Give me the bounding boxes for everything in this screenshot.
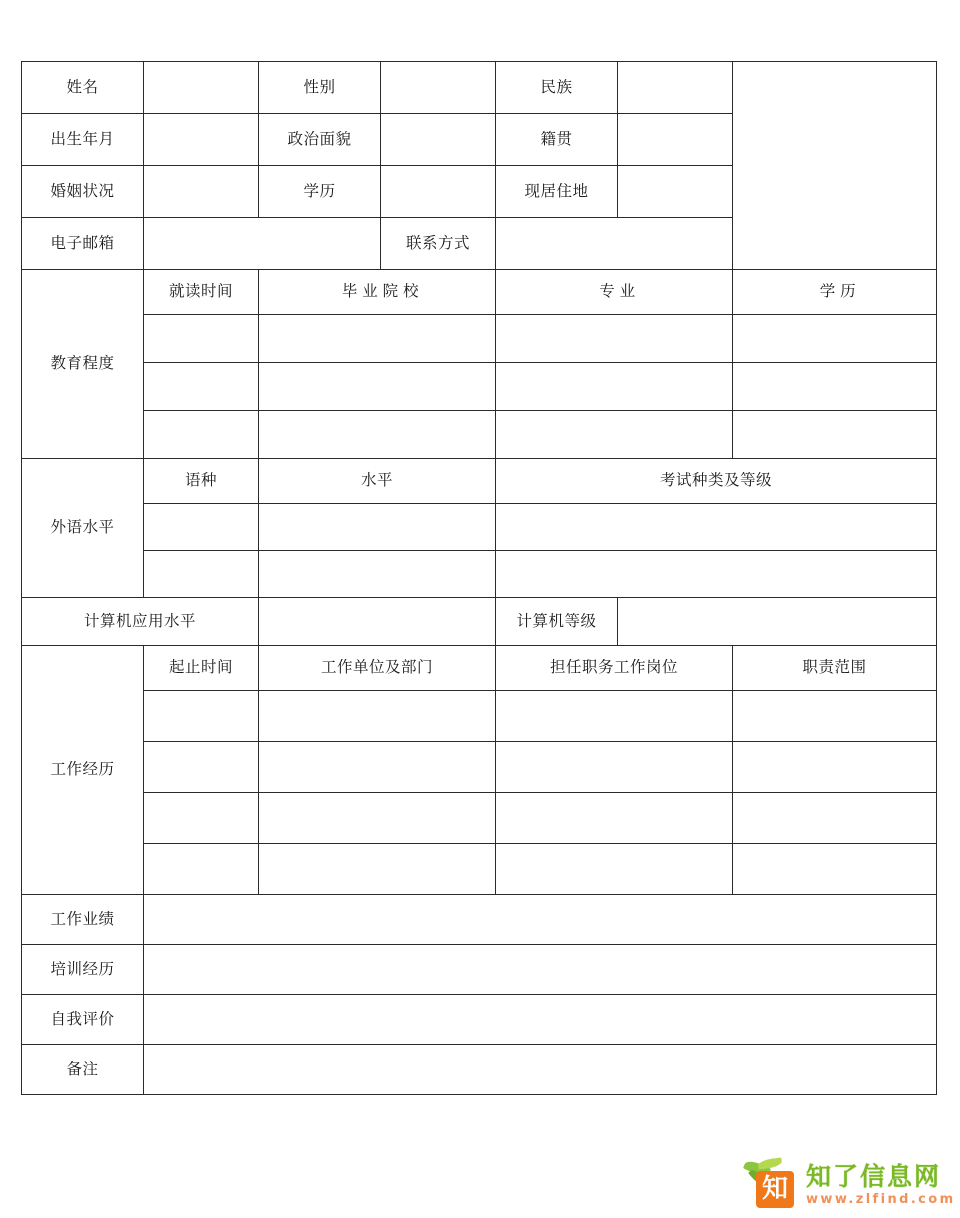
site-watermark xyxy=(742,1158,956,1212)
field-language-exam[interactable] xyxy=(496,551,937,598)
label-remarks: 备注 xyxy=(22,1045,144,1095)
row-remarks xyxy=(22,1045,937,1095)
row-achievements xyxy=(22,895,937,945)
header-education-period: 就读时间 xyxy=(144,270,259,315)
field-education-school[interactable] xyxy=(259,411,496,459)
row-work-headers xyxy=(22,646,937,691)
label-achievements: 工作业绩 xyxy=(22,895,144,945)
label-marital-status: 婚姻状况 xyxy=(22,166,144,218)
field-education-major[interactable] xyxy=(496,315,733,363)
field-name[interactable] xyxy=(144,62,259,114)
field-education-major[interactable] xyxy=(496,411,733,459)
field-education-degree[interactable] xyxy=(733,411,937,459)
field-residence[interactable] xyxy=(618,166,733,218)
label-gender: 性别 xyxy=(259,62,381,114)
logo-badge xyxy=(756,1171,794,1208)
field-work-period[interactable] xyxy=(144,844,259,895)
header-education-school: 毕 业 院 校 xyxy=(259,270,496,315)
watermark-text xyxy=(806,1164,956,1206)
field-work-position[interactable] xyxy=(496,691,733,742)
field-marital-status[interactable] xyxy=(144,166,259,218)
row-language-entry xyxy=(22,551,937,598)
field-language-exam[interactable] xyxy=(496,504,937,551)
label-computer-skill: 计算机应用水平 xyxy=(22,598,259,646)
field-birth-date[interactable] xyxy=(144,114,259,166)
section-label-education: 教育程度 xyxy=(22,270,144,459)
section-label-language: 外语水平 xyxy=(22,459,144,598)
zhiliao-logo-icon xyxy=(742,1159,802,1211)
row-education-entry xyxy=(22,411,937,459)
field-work-duties[interactable] xyxy=(733,793,937,844)
field-self-evaluation[interactable] xyxy=(144,995,937,1045)
field-work-period[interactable] xyxy=(144,793,259,844)
field-ethnicity[interactable] xyxy=(618,62,733,114)
row-education-headers xyxy=(22,270,937,315)
row-computer-skills xyxy=(22,598,937,646)
field-achievements[interactable] xyxy=(144,895,937,945)
row-self-evaluation xyxy=(22,995,937,1045)
field-work-employer[interactable] xyxy=(259,742,496,793)
field-education-period[interactable] xyxy=(144,315,259,363)
section-label-work: 工作经历 xyxy=(22,646,144,895)
field-education-period[interactable] xyxy=(144,363,259,411)
field-work-position[interactable] xyxy=(496,742,733,793)
field-work-duties[interactable] xyxy=(733,742,937,793)
field-language-type[interactable] xyxy=(144,551,259,598)
field-remarks[interactable] xyxy=(144,1045,937,1095)
field-education-degree[interactable] xyxy=(733,315,937,363)
label-birth-date: 出生年月 xyxy=(22,114,144,166)
field-education-level[interactable] xyxy=(381,166,496,218)
row-language-entry xyxy=(22,504,937,551)
row-work-entry xyxy=(22,844,937,895)
field-work-employer[interactable] xyxy=(259,844,496,895)
logo-badge-char: 知 xyxy=(761,1174,788,1204)
field-political-status[interactable] xyxy=(381,114,496,166)
label-residence: 现居住地 xyxy=(496,166,618,218)
header-work-period: 起止时间 xyxy=(144,646,259,691)
row-work-entry xyxy=(22,742,937,793)
row-work-entry xyxy=(22,691,937,742)
site-url: www.zlfind.com xyxy=(806,1192,956,1207)
field-language-level[interactable] xyxy=(259,551,496,598)
row-language-headers xyxy=(22,459,937,504)
field-photo[interactable] xyxy=(733,62,937,270)
label-name: 姓名 xyxy=(22,62,144,114)
field-work-duties[interactable] xyxy=(733,691,937,742)
field-language-type[interactable] xyxy=(144,504,259,551)
label-self-evaluation: 自我评价 xyxy=(22,995,144,1045)
header-language-exam: 考试种类及等级 xyxy=(496,459,937,504)
header-education-major: 专 业 xyxy=(496,270,733,315)
header-work-position: 担任职务工作岗位 xyxy=(496,646,733,691)
row-training xyxy=(22,945,937,995)
field-work-employer[interactable] xyxy=(259,793,496,844)
field-work-employer[interactable] xyxy=(259,691,496,742)
header-work-employer: 工作单位及部门 xyxy=(259,646,496,691)
label-ethnicity: 民族 xyxy=(496,62,618,114)
label-training: 培训经历 xyxy=(22,945,144,995)
field-work-period[interactable] xyxy=(144,691,259,742)
field-work-duties[interactable] xyxy=(733,844,937,895)
field-work-position[interactable] xyxy=(496,793,733,844)
field-work-position[interactable] xyxy=(496,844,733,895)
label-email: 电子邮箱 xyxy=(22,218,144,270)
label-political-status: 政治面貌 xyxy=(259,114,381,166)
field-gender[interactable] xyxy=(381,62,496,114)
field-contact[interactable] xyxy=(496,218,733,270)
field-training[interactable] xyxy=(144,945,937,995)
field-education-school[interactable] xyxy=(259,363,496,411)
site-name: 知了信息网 xyxy=(806,1162,942,1191)
field-education-major[interactable] xyxy=(496,363,733,411)
header-work-duties: 职责范围 xyxy=(733,646,937,691)
field-work-period[interactable] xyxy=(144,742,259,793)
field-email[interactable] xyxy=(144,218,381,270)
label-education-level: 学历 xyxy=(259,166,381,218)
label-contact: 联系方式 xyxy=(381,218,496,270)
row-education-entry xyxy=(22,315,937,363)
field-computer-skill[interactable] xyxy=(259,598,496,646)
header-education-degree: 学 历 xyxy=(733,270,937,315)
leaf-icon xyxy=(757,1157,782,1169)
row-name-gender-ethnicity xyxy=(22,62,937,114)
field-education-degree[interactable] xyxy=(733,363,937,411)
field-education-school[interactable] xyxy=(259,315,496,363)
header-language-type: 语种 xyxy=(144,459,259,504)
row-education-entry xyxy=(22,363,937,411)
field-language-level[interactable] xyxy=(259,504,496,551)
field-computer-grade[interactable] xyxy=(618,598,937,646)
row-work-entry xyxy=(22,793,937,844)
field-native-place[interactable] xyxy=(618,114,733,166)
resume-table xyxy=(21,61,937,1095)
label-computer-grade: 计算机等级 xyxy=(496,598,618,646)
label-native-place: 籍贯 xyxy=(496,114,618,166)
header-language-level: 水平 xyxy=(259,459,496,504)
field-education-period[interactable] xyxy=(144,411,259,459)
